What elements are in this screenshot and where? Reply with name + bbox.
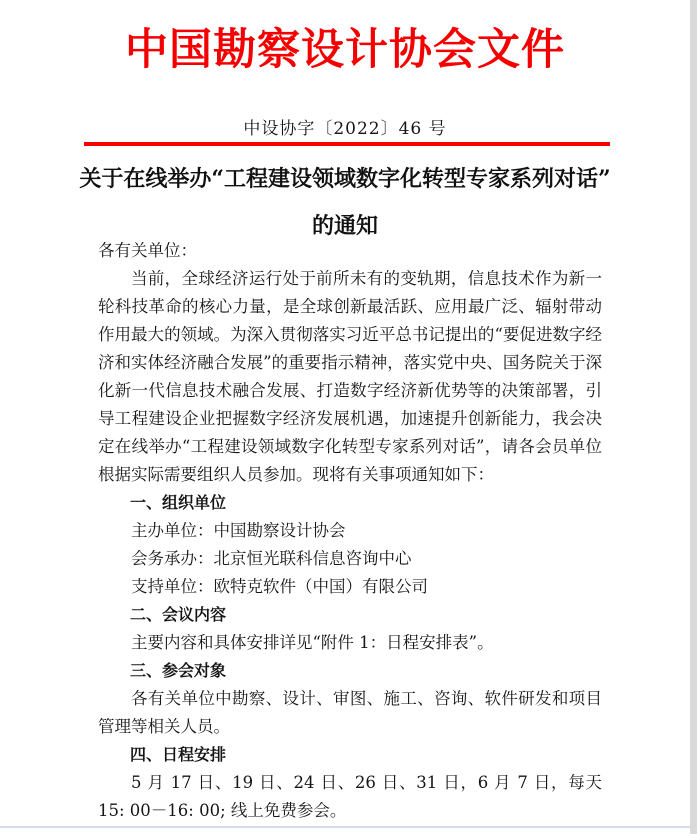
organizer-undertaker-line: 会务承办：北京恒光联科信息咨询中心 <box>131 549 412 568</box>
attendees-paragraph: 各有关单位中勘察、设计、审图、施工、咨询、软件研发和项目管理等相关人员。 <box>98 689 602 736</box>
schedule-paragraph: 5 月 17 日、19 日、24 日、26 日、31 日，6 月 7 日，每天 15: 00－16: 00; 线上免费参会。 <box>98 773 602 820</box>
organizer-supporter-line: 支持单位：欧特克软件（中国）有限公司 <box>131 577 428 596</box>
section-heading-attendees: 三、参会对象 <box>130 661 227 680</box>
salutation: 各有关单位： <box>98 241 197 260</box>
notice-title-line2: 的通知 <box>311 213 378 239</box>
document-number: 中设协字〔2022〕46 号 <box>243 119 447 139</box>
red-separator-line <box>84 142 610 146</box>
notice-title-line1: 关于在线举办“工程建设领域数字化转型专家系列对话” <box>79 166 611 192</box>
agency-document-header: 中国勘察设计协会文件 <box>125 25 565 75</box>
section-heading-content: 二、会议内容 <box>130 605 227 624</box>
content-detail-line: 主要内容和具体安排详见“附件 1：日程安排表”。 <box>131 633 494 652</box>
viewer-gutter <box>690 0 697 834</box>
organizer-host-line: 主办单位：中国勘察设计协会 <box>131 521 346 540</box>
intro-paragraph: 当前，全球经济运行处于前所未有的变轨期，信息技术作为新一轮科技革命的核心力量，是全球创新最活跃、应用最广泛、辐射带动作用最大的领域。为深入贯彻落实习近平总书记提出的“要促进数字经济和实体经济融合发展”的重要指示精神，落实党中央、国务院关于深化新一代信息技术融合发展、打造数字经济新优势等的决策部署，引导工程建设企业把握数字经济发展机遇，加速提升创新能力，我会决定在线举办“工程建设领域数字化转型专家系列对话”，请各会员单位根据实际需要组织人员参加。现将有关事项通知如下： <box>98 269 602 484</box>
notice-title <box>0 156 690 250</box>
section-heading-schedule: 四、日程安排 <box>130 745 227 764</box>
page-bottom-edge <box>0 826 690 828</box>
notice-body <box>98 237 602 825</box>
section-heading-organizers: 一、组织单位 <box>130 493 227 512</box>
